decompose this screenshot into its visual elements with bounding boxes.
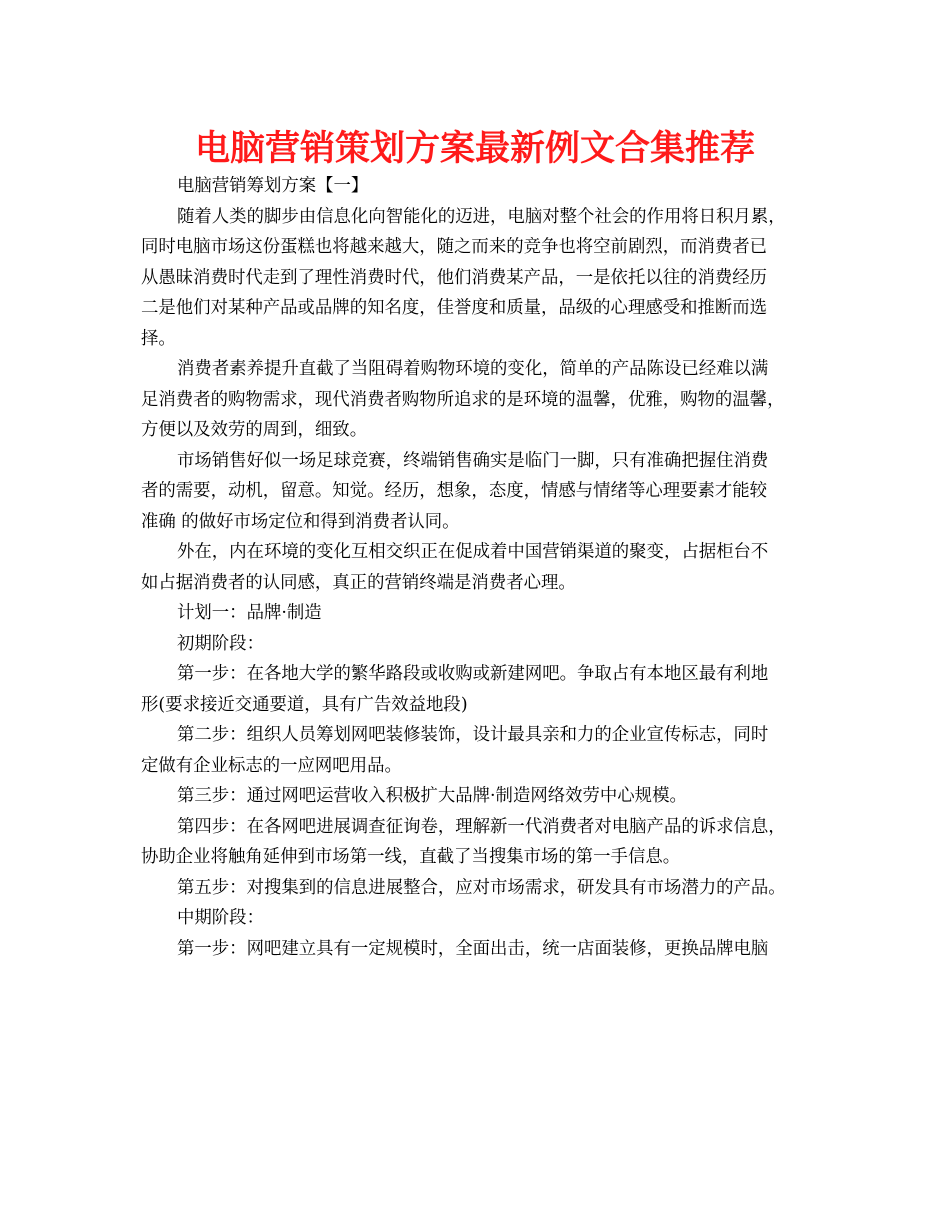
step-line: 第五步：对搜集到的信息进展整合，应对市场需求，研发具有市场潜力的产品。 bbox=[177, 877, 786, 898]
paragraph-line: 准确 的做好市场定位和得到消费者认同。 bbox=[141, 511, 460, 532]
paragraph-line: 从愚昧消费时代走到了理性消费时代，他们消费某产品，一是依托以往的消费经历 bbox=[141, 267, 768, 288]
step-line: 第三步：通过网吧运营收入积极扩大品牌·制造网络效劳中心规模。 bbox=[177, 786, 687, 806]
document-title: 电脑营销策划方案最新例文合集推荐 bbox=[194, 129, 755, 169]
section-heading: 电脑营销筹划方案【一】 bbox=[177, 176, 369, 196]
paragraph-line: 外在，内在环境的变化互相交织正在促成着中国营销渠道的聚变，占据柜台不 bbox=[177, 542, 769, 562]
step-line: 协助企业将触角延伸到市场第一线，直截了当搜集市场的第一手信息。 bbox=[141, 847, 681, 867]
paragraph-line: 足消费者的购物需求，现代消费者购物所追求的是环境的温馨，优雅，购物的温馨， bbox=[141, 389, 785, 410]
paragraph-line: 者的需要，动机，留意。知觉。经历，想象，态度，情感与情绪等心理要素才能较 bbox=[141, 481, 768, 501]
paragraph-line: 择。 bbox=[141, 328, 176, 349]
step-line: 第一步：网吧建立具有一定规模时，全面出击，统一店面装修，更换品牌电脑 bbox=[177, 938, 769, 959]
step-line: 定做有企业标志的一应网吧用品。 bbox=[141, 755, 402, 776]
paragraph-line: 消费者素养提升直截了当阻碍着购物环境的变化，简单的产品陈设已经难以满 bbox=[177, 359, 769, 379]
paragraph-line: 随着人类的脚步由信息化向智能化的迈进，电脑对整个社会的作用将日积月累， bbox=[177, 206, 786, 227]
document-body bbox=[141, 171, 811, 964]
plan-heading: 计划一：品牌·制造 bbox=[177, 603, 322, 623]
paragraph-line: 同时电脑市场这份蛋糕也将越来越大，随之而来的竞争也将空前剧烈，而消费者已 bbox=[141, 237, 768, 257]
paragraph-line: 方便以及效劳的周到，细致。 bbox=[141, 420, 368, 440]
step-line: 第一步：在各地大学的繁华路段或收购或新建网吧。争取占有本地区最有利地 bbox=[177, 664, 769, 684]
stage-heading: 中期阶段： bbox=[177, 908, 264, 928]
paragraph-line: 市场销售好似一场足球竞赛，终端销售确实是临门一脚，只有准确把握住消费 bbox=[177, 450, 769, 471]
paragraph-line: 如占据消费者的认同感，真正的营销终端是消费者心理。 bbox=[141, 572, 576, 593]
paragraph-line: 二是他们对某种产品或品牌的知名度，佳誉度和质量，品级的心理感受和推断而选 bbox=[141, 298, 768, 318]
step-line: 第二步：组织人员筹划网吧装修装饰，设计最具亲和力的企业宣传标志，同时 bbox=[177, 725, 769, 745]
step-line: 第四步：在各网吧进展调查征询卷，理解新一代消费者对电脑产品的诉求信息， bbox=[177, 816, 786, 837]
stage-heading: 初期阶段： bbox=[177, 633, 264, 654]
step-line: 形(要求接近交通要道，具有广告效益地段) bbox=[141, 694, 468, 715]
